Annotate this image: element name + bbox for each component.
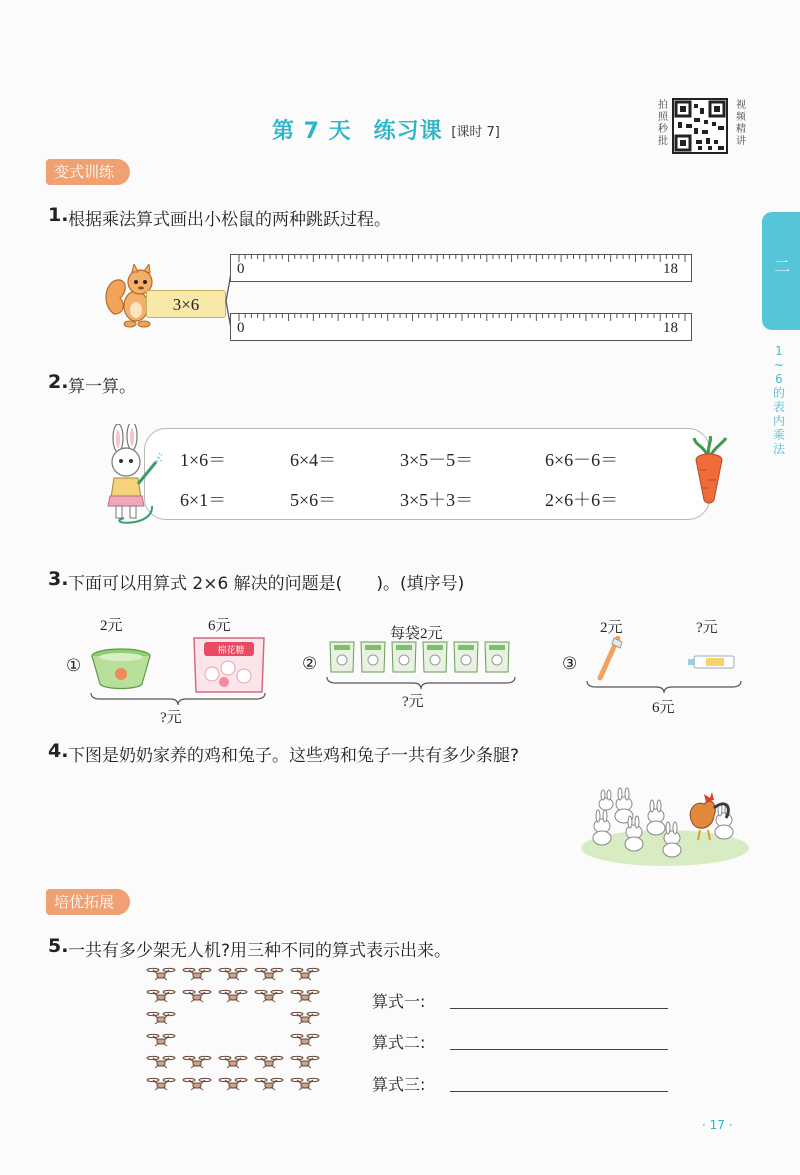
drone-icon: [146, 1076, 176, 1095]
drone-icon: [290, 966, 320, 985]
formula-2-label: 算式二:: [372, 1033, 426, 1052]
calc-r2c4: 2×6＋6＝: [545, 490, 619, 510]
number-line-1-ticks: [231, 255, 693, 283]
formula-1-answer-line[interactable]: [450, 1008, 668, 1009]
drone-icon: [146, 966, 176, 985]
option-3-mark: ③: [562, 654, 578, 674]
drone-icon: [290, 1076, 320, 1095]
number-line-1[interactable]: [230, 254, 692, 282]
option-3-total: 6元: [652, 700, 675, 716]
drone-icon: [182, 1054, 212, 1073]
option-3-price-b: ?元: [696, 620, 718, 636]
question-5-text: 一共有多少架无人机?用三种不同的算式表示出来。: [68, 941, 452, 961]
calc-r1c1: 1×6＝: [180, 450, 227, 470]
section-banner-practice: 变式训练: [46, 159, 130, 185]
drone-icon: [146, 1054, 176, 1073]
drone-grid: [146, 966, 336, 1106]
drone-icon: [290, 1054, 320, 1073]
jelly-cup-icon: [90, 648, 152, 694]
expression-sign: 3×6: [146, 290, 226, 318]
option-1-total: ?元: [160, 710, 182, 726]
drone-icon: [218, 1076, 248, 1095]
number-line-1-end: 18: [663, 261, 678, 277]
option-1-mark: ①: [66, 656, 82, 676]
qr-code-icon[interactable]: [672, 98, 728, 154]
calc-r2c2: 5×6＝: [290, 490, 337, 510]
number-line-2-start: 0: [237, 320, 245, 336]
drone-icon: [218, 1054, 248, 1073]
question-5-number: 5.: [48, 935, 69, 957]
formula-1-label: 算式一:: [372, 992, 426, 1011]
lesson-label: [课时 7]: [451, 125, 500, 140]
chicken-rabbit-scene: [580, 786, 750, 872]
toothpaste-icon: [686, 654, 736, 674]
scan-hint-right: 视频精讲: [736, 100, 746, 147]
formula-3-label: 算式三:: [372, 1075, 426, 1094]
chapter-name: 1~6的表内乘法: [772, 344, 785, 456]
bag-icon: [421, 640, 449, 674]
rabbit-icon: [94, 424, 164, 534]
toothbrush-icon: [594, 636, 624, 686]
bag-icon: [452, 640, 480, 674]
drone-icon: [146, 988, 176, 1007]
question-3-number: 3.: [48, 568, 69, 590]
question-2-text: 算一算。: [68, 377, 136, 397]
drone-icon: [254, 1076, 284, 1095]
scan-hint-left: 拍照秒批: [658, 100, 668, 147]
option-3-brace: [586, 680, 742, 694]
calc-r2c1: 6×1＝: [180, 490, 227, 510]
drone-icon: [254, 1054, 284, 1073]
drone-icon: [182, 1076, 212, 1095]
formula-2-answer-line[interactable]: [450, 1049, 668, 1050]
drone-icon: [182, 988, 212, 1007]
option-1-price-a: 2元: [100, 618, 123, 634]
page-number: · 17 ·: [702, 1118, 733, 1132]
number-line-2-ticks: [231, 314, 693, 342]
question-1-number: 1.: [48, 204, 69, 226]
calc-r1c3: 3×5－5＝: [400, 450, 474, 470]
marshmallow-bag-label: 棉花糖: [217, 646, 245, 656]
bag-icon: [390, 640, 418, 674]
carrot-icon: [688, 436, 730, 510]
option-1-brace: [90, 692, 266, 706]
option-1-price-b: 6元: [208, 618, 231, 634]
question-1-text: 根据乘法算式画出小松鼠的两种跳跃过程。: [68, 210, 391, 230]
calc-r1c2: 6×4＝: [290, 450, 337, 470]
question-4-text: 下图是奶奶家养的鸡和兔子。这些鸡和兔子一共有多少条腿?: [68, 746, 520, 766]
drone-icon: [182, 966, 212, 985]
bag-icon: [483, 640, 511, 674]
option-2-total: ?元: [402, 694, 424, 710]
chapter-tab-label: 二: [773, 257, 790, 276]
number-line-2[interactable]: [230, 313, 692, 341]
drone-icon: [146, 1010, 176, 1029]
option-3-price-a: 2元: [600, 620, 623, 636]
title-name: 练习课: [373, 119, 443, 144]
drone-icon: [218, 966, 248, 985]
drone-icon: [290, 988, 320, 1007]
question-2-number: 2.: [48, 371, 69, 393]
option-2-mark: ②: [302, 654, 318, 674]
page-title: [272, 114, 500, 145]
drone-icon: [254, 966, 284, 985]
bag-icon: [359, 640, 387, 674]
drone-icon: [146, 1032, 176, 1051]
calc-r2c3: 3×5＋3＝: [400, 490, 474, 510]
number-line-2-end: 18: [663, 320, 678, 336]
drone-icon: [290, 1032, 320, 1051]
drone-icon: [254, 988, 284, 1007]
option-2-price: 每袋2元: [390, 626, 443, 642]
drone-icon: [290, 1010, 320, 1029]
question-3-text: 下面可以用算式 2×6 解决的问题是( )。(填序号): [68, 574, 465, 594]
title-day: 第 7 天: [272, 119, 352, 144]
option-2-brace: [326, 676, 516, 690]
question-4-number: 4.: [48, 740, 69, 762]
bag-icon: [328, 640, 356, 674]
calc-r1c4: 6×6－6＝: [545, 450, 619, 470]
section-banner-advanced: 培优拓展: [46, 889, 130, 915]
drone-icon: [218, 988, 248, 1007]
formula-3-answer-line[interactable]: [450, 1091, 668, 1092]
number-line-1-start: 0: [237, 261, 245, 277]
